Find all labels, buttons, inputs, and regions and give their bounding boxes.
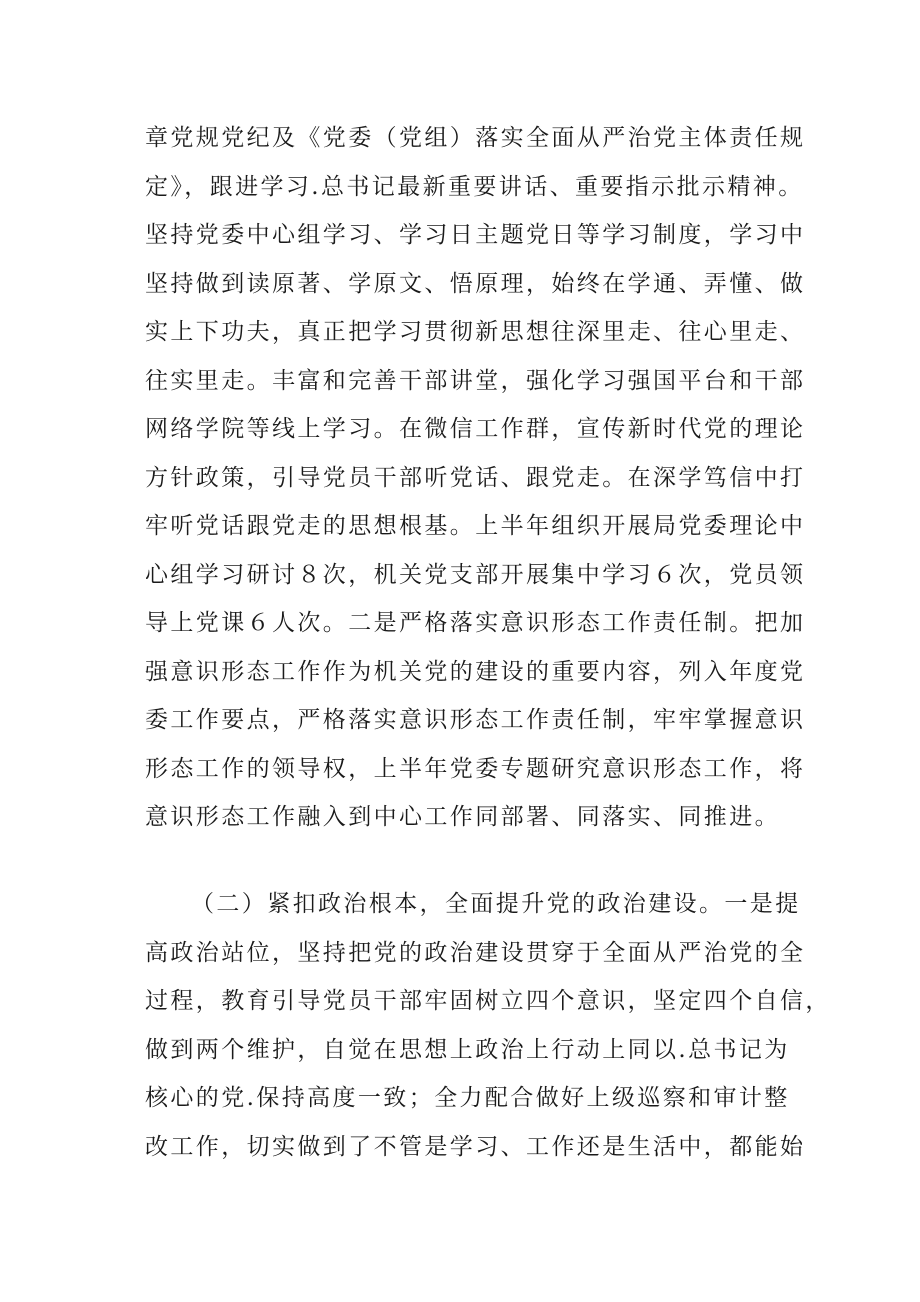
paragraph-line: 方针政策，引导党员干部听党话、跟党走。在深学笃信中打 — [145, 464, 806, 491]
paragraph-line: 实上下功夫，真正把学习贯彻新思想往深里走、往心里走、 — [145, 319, 806, 345]
paragraph-line: （二）紧扣政治根本，全面提升党的政治建设。一是提 — [191, 891, 801, 917]
paragraph-line: 章党规党纪及《党委（党组）落实全面从严治党主体责任规 — [145, 125, 806, 151]
paragraph-line: 意识形态工作融入到中心工作同部署、同落实、同推进。 — [145, 804, 780, 830]
paragraph-line: 坚持做到读原著、学原文、悟原理，始终在学通、弄懂、做 — [145, 270, 806, 297]
paragraph-line: 过程，教育引导党员干部牢固树立四个意识，坚定四个自信， — [145, 988, 831, 1014]
paragraph-1 — [145, 114, 806, 842]
paragraph-line: 改工作，切实做到了不管是学习、工作还是生活中，都能始 — [145, 1133, 806, 1160]
paragraph-line: 心组学习研讨８次，机关党支部开展集中学习６次，党员领 — [145, 561, 806, 588]
paragraph-line: 核心的党.保持高度一致；全力配合做好上级巡察和审计整 — [145, 1085, 790, 1111]
paragraph-line: 导上党课６人次。二是严格落实意识形态工作责任制。把加 — [145, 610, 806, 636]
paragraph-line: 坚持党委中心组学习、学习日主题党日等学习制度，学习中 — [145, 222, 806, 248]
paragraph-line: 往实里走。丰富和完善干部讲堂，强化学习强国平台和干部 — [145, 367, 806, 394]
paragraph-line: 高政治站位，坚持把党的政治建设贯穿于全面从严治党的全 — [145, 939, 806, 966]
paragraph-line: 强意识形态工作作为机关党的建设的重要内容，列入年度党 — [145, 658, 806, 685]
paragraph-line: 网络学院等线上学习。在微信工作群，宣传新时代党的理论 — [145, 416, 806, 442]
paragraph-2 — [145, 880, 831, 1171]
paragraph-line: 牢听党话跟党走的思想根基。上半年组织开展局党委理论中 — [145, 513, 806, 539]
paragraph-line: 定》，跟进学习.总书记最新重要讲话、重要指示批示精神。 — [145, 173, 804, 200]
paragraph-line: 做到两个维护，自觉在思想上政治上行动上同以.总书记为 — [145, 1036, 790, 1063]
paragraph-line: 形态工作的领导权，上半年党委专题研究意识形态工作，将 — [145, 755, 806, 782]
paragraph-line: 委工作要点，严格落实意识形态工作责任制，牢牢掌握意识 — [145, 707, 806, 733]
